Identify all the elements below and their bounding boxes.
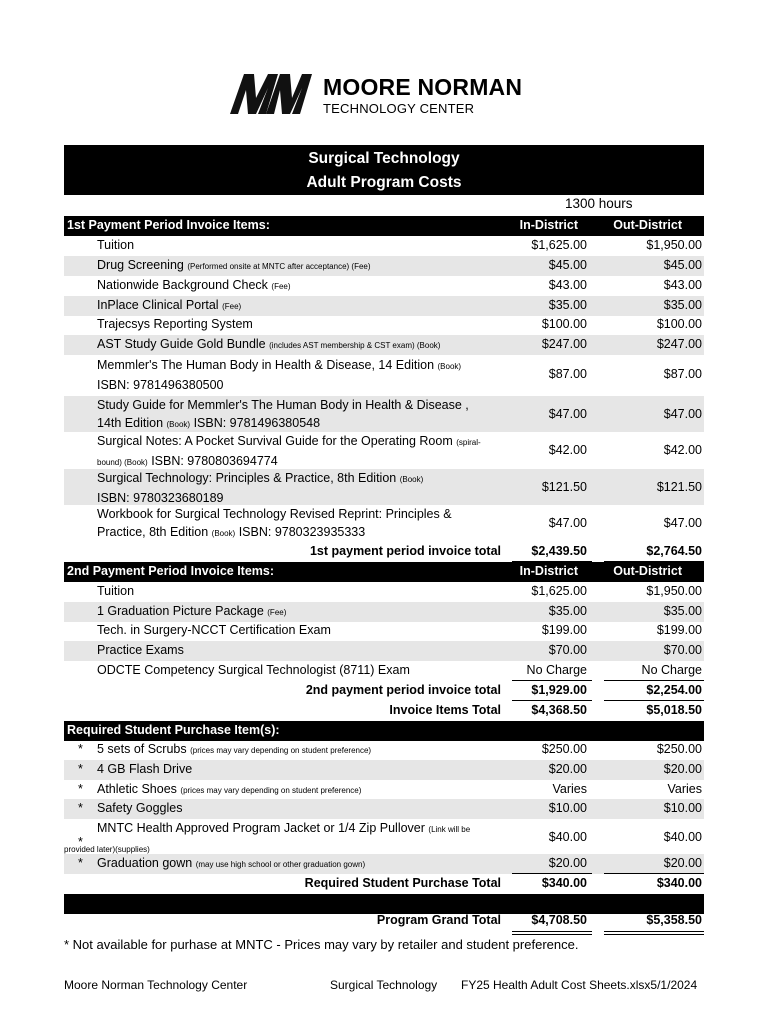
program-hours: 1300 hours (565, 196, 633, 211)
table-row: 1 Graduation Picture Package (Fee) $35.00 $35.00 (64, 602, 704, 622)
period1-header: 1st Payment Period Invoice Items: (67, 218, 270, 232)
period2-header-row: 2nd Payment Period Invoice Items: In-District Out-District (64, 562, 704, 582)
in-district-header: In-District (519, 218, 578, 232)
logo (230, 74, 530, 118)
table-row: Surgical Technology: Principles & Practice, 8th Edition (Book) ISBN: 9780323680189 $121.50 $121.50 (64, 469, 704, 505)
period1-total-row: 1st payment period invoice total $2,439.50 $2,764.50 (309, 544, 702, 558)
table-row: Surgical Notes: A Pocket Survival Guide for the Operating Room (spiral- bound) (Book) ISBN: 9780803694774 $42.00 $42.00 (97, 434, 702, 468)
divider (604, 700, 704, 701)
table-row: InPlace Clinical Portal (Fee) $35.00 $35.00 (64, 296, 704, 316)
footnote: * Not available for purhase at MNTC - Prices may vary by retailer and student preference. (64, 937, 579, 952)
program-title: Surgical Technology (308, 150, 460, 167)
table-row: Workbook for Surgical Technology Revised Reprint: Principles & Practice, 8th Edition (Book) ISBN: 9780323935333 $47.00 $47.00 (97, 507, 702, 539)
footer-middle: Surgical Technology (330, 978, 438, 992)
period2-header: 2nd Payment Period Invoice Items: (67, 564, 275, 578)
logo-subtitle: TECHNOLOGY CENTER (323, 101, 475, 116)
mntc-logo-mark-icon (230, 74, 312, 114)
program-subtitle: Adult Program Costs (306, 174, 462, 191)
divider (512, 934, 592, 935)
period1-total-label: 1st payment period invoice total (309, 544, 501, 558)
divider (512, 700, 592, 701)
divider (512, 680, 592, 681)
invoice-total-label: Invoice Items Total (389, 703, 501, 717)
period1-header-row (64, 216, 704, 236)
table-row: Practice Exams $70.00 $70.00 (64, 641, 704, 661)
logo-name: MOORE NORMAN (323, 74, 523, 100)
table-row: * Safety Goggles $10.00 $10.00 (64, 799, 704, 819)
table-row: Tech. in Surgery-NCCT Certification Exam $199.00 $199.00 (97, 623, 702, 637)
table-row: Drug Screening (Performed onsite at MNTC after acceptance) (Fee) $45.00 $45.00 (64, 256, 704, 276)
grand-total-label: Program Grand Total (376, 913, 501, 927)
required-total-row: Required Student Purchase Total $340.00 $340.00 (304, 876, 702, 890)
table-row: * 4 GB Flash Drive $20.00 $20.00 (64, 760, 704, 780)
table-row: AST Study Guide Gold Bundle (includes AST membership & CST exam) (Book) $247.00 $247.00 (64, 335, 704, 355)
divider (512, 931, 592, 932)
required-header-row (64, 721, 704, 741)
table-row: * MNTC Health Approved Program Jacket or 1/4 Zip Pullover (Link will be provided later)(supplies) $40.00 $40.00 (64, 821, 702, 854)
table-row: Study Guide for Memmler's The Human Body in Health & Disease , 14th Edition (Book) ISBN: 9781496380548 $47.00 $47.00 (64, 396, 704, 432)
invoice-total-row: Invoice Items Total $4,368.50 $5,018.50 (389, 703, 702, 717)
divider (604, 680, 704, 681)
divider (512, 873, 592, 874)
required-header: Required Student Purchase Item(s): (67, 723, 280, 737)
divider (604, 934, 704, 935)
required-total-label: Required Student Purchase Total (304, 876, 501, 890)
divider (604, 931, 704, 932)
table-row: ODCTE Competency Surgical Technologist (8711) Exam No Charge No Charge (97, 663, 702, 677)
table-row: Nationwide Background Check (Fee) $43.00 $43.00 (97, 278, 702, 292)
grand-total-row: Program Grand Total $4,708.50 $5,358.50 (376, 913, 702, 927)
out-district-header: Out-District (613, 218, 682, 232)
table-row: Tuition $1,625.00 $1,950.00 (97, 584, 702, 598)
table-row: * Athletic Shoes (prices may vary depending on student preference) Varies Varies (78, 782, 702, 796)
table-row: Trajecsys Reporting System $100.00 $100.00 (97, 317, 702, 331)
divider (604, 873, 704, 874)
footer-right: FY25 Health Adult Cost Sheets.xlsx5/1/2024 (461, 978, 698, 992)
title-banner (64, 145, 704, 195)
table-row: Memmler's The Human Body in Health & Disease, 14 Edition (Book) ISBN: 9781496380500 $87.00 $87.00 (97, 358, 702, 392)
table-row: * 5 sets of Scrubs (prices may vary depending on student preference) $250.00 $250.00 (78, 742, 702, 756)
table-row: Tuition $1,625.00 $1,950.00 (97, 238, 702, 252)
period2-total-row: 2nd payment period invoice total $1,929.00 $2,254.00 (305, 683, 702, 697)
period2-total-label: 2nd payment period invoice total (305, 683, 501, 697)
table-row: * Graduation gown (may use high school or other graduation gown) $20.00 $20.00 (64, 854, 704, 874)
footer-left: Moore Norman Technology Center (64, 978, 248, 992)
